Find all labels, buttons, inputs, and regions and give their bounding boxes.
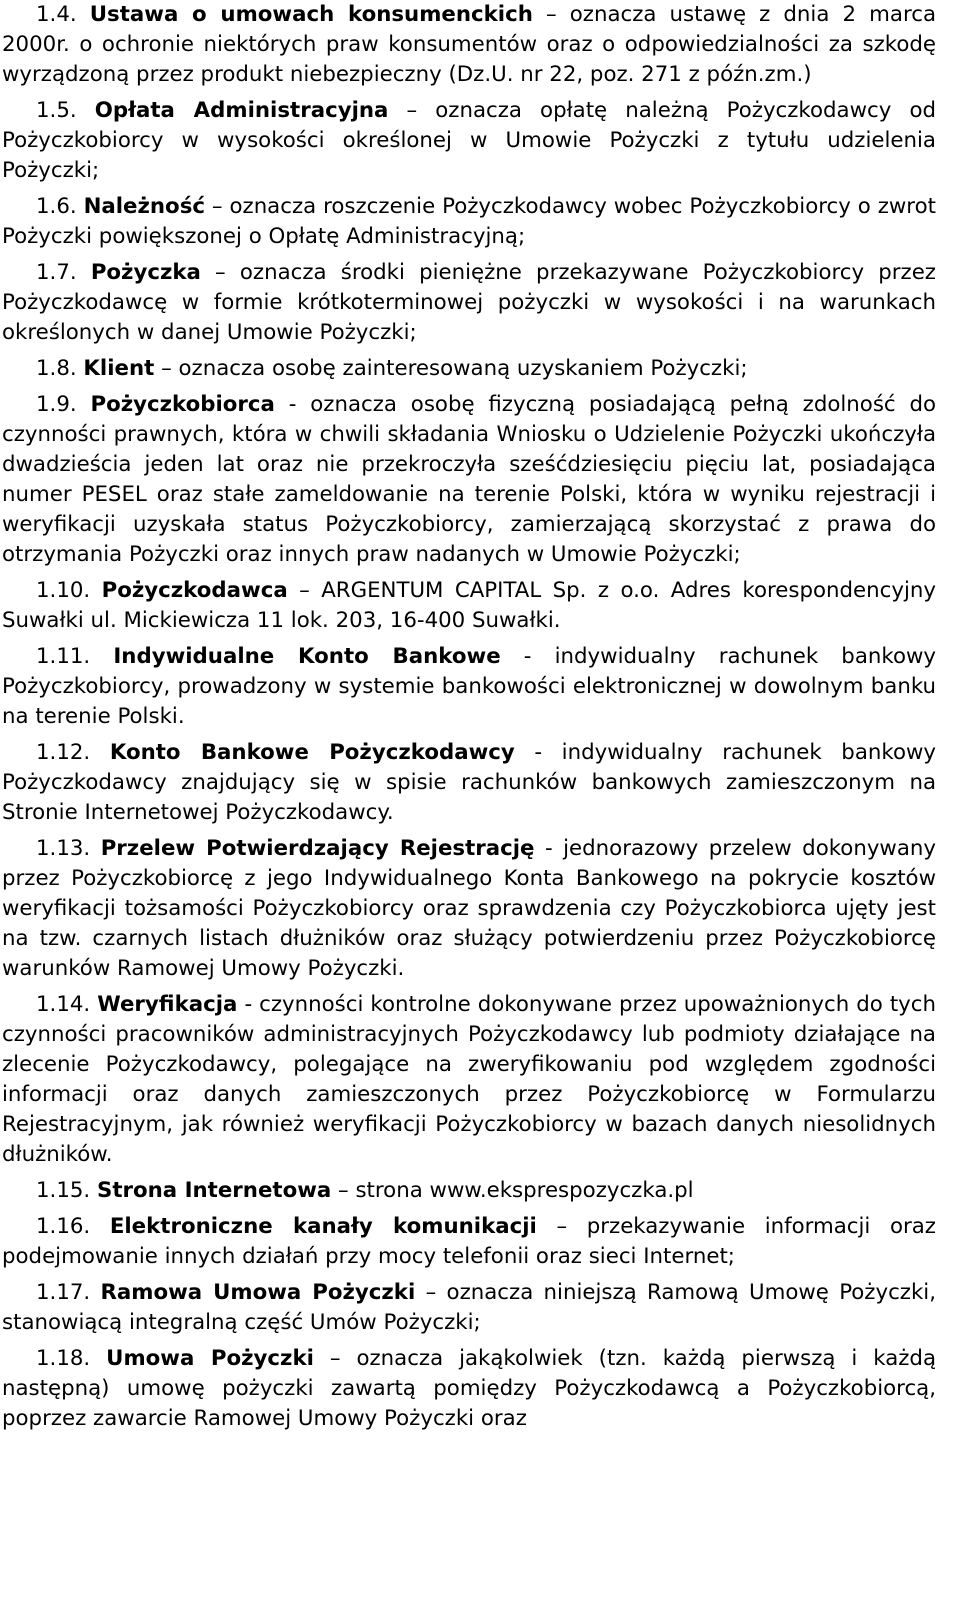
definition-1-13 <box>2 834 936 984</box>
definition-term: Ustawa o umowach konsumenckich <box>89 2 533 27</box>
definition-number: 1.16. <box>36 1214 91 1239</box>
definition-text: – oznacza osobę zainteresowaną uzyskaniem Pożyczki; <box>154 356 748 381</box>
definition-term: Elektroniczne kanały komunikacji <box>109 1214 537 1239</box>
definition-1-12 <box>2 738 936 828</box>
definition-term: Umowa Pożyczki <box>106 1346 314 1371</box>
definition-1-14 <box>2 990 936 1170</box>
definition-number: 1.13. <box>36 836 91 861</box>
definition-number: 1.17. <box>36 1280 91 1305</box>
definition-number: 1.14. <box>36 992 91 1017</box>
definition-number: 1.15. <box>36 1178 91 1203</box>
definition-number: 1.11. <box>36 644 91 669</box>
definition-1-4 <box>2 0 936 90</box>
definition-term: Klient <box>83 356 155 381</box>
definition-1-9 <box>2 390 936 570</box>
definition-text: - oznacza osobę fizyczną posiadającą pełną zdolność do czynności prawnych, która w chwili składania Wniosku o Udzielenie Pożyczki ukończyła dwadzieścia jeden lat oraz nie przekroczyła sześćdziesięciu pięciu lat, posiadająca numer PESEL oraz stałe zameldowanie na terenie Polski, która w wyniku rejestracji i weryfikacji uzyskała status Pożyczkobiorcy, zamierzającą skorzystać z prawa do otrzymania Pożyczki oraz innych praw nadanych w Umowie Pożyczki; <box>2 392 936 567</box>
definition-1-18 <box>2 1344 936 1434</box>
definition-number: 1.18. <box>36 1346 91 1371</box>
definition-term: Należność <box>83 194 205 219</box>
definition-1-8 <box>2 354 936 384</box>
definition-text: - jednorazowy przelew dokonywany przez Pożyczkobiorcę z jego Indywidualnego Konta Bankowego na pokrycie kosztów weryfikacji tożsamości Pożyczkobiorcy oraz sprawdzenia czy Pożyczkobiorca ujęty jest na tzw. czarnych listach dłużników oraz służący potwierdzeniu przez Pożyczkobiorcę warunków Ramowej Umowy Pożyczki. <box>2 836 937 981</box>
definition-number: 1.4. <box>36 2 77 27</box>
definition-1-11 <box>2 642 936 732</box>
definition-text: - czynności kontrolne dokonywane przez upoważnionych do tych czynności pracowników administracyjnych Pożyczkodawcy lub podmioty działające na zlecenie Pożyczkodawcy, polegające na zweryfikowaniu pod względem zgodności informacji oraz danych zamieszczonych przez Pożyczkobiorcę w Formularzu Rejestracyjnym, jak również weryfikacji Pożyczkobiorcy w bazach danych niesolidnych dłużników. <box>2 992 936 1167</box>
definition-text: – oznacza niniejszą Ramową Umowę Pożyczki, stanowiącą integralną część Umów Pożyczki; <box>2 1280 936 1335</box>
definition-term: Indywidualne Konto Bankowe <box>113 644 501 669</box>
definition-number: 1.7. <box>36 260 77 285</box>
definition-term: Pożyczkobiorca <box>90 392 275 417</box>
definition-text: – oznacza środki pieniężne przekazywane Pożyczkobiorcy przez Pożyczkodawcę w formie krótkoterminowej pożyczki w wysokości i na warunkach określonych w danej Umowie Pożyczki; <box>2 260 936 345</box>
definition-text: – strona www.eksprespozyczka.pl <box>331 1178 694 1203</box>
definition-term: Weryfikacja <box>97 992 238 1017</box>
definition-term: Strona Internetowa <box>96 1178 332 1203</box>
definition-term: Ramowa Umowa Pożyczki <box>100 1280 416 1305</box>
definition-number: 1.6. <box>36 194 77 219</box>
definition-1-5 <box>2 96 936 186</box>
definition-number: 1.5. <box>36 98 77 123</box>
definition-1-6 <box>2 192 936 252</box>
document-page <box>2 0 936 1440</box>
definition-term: Pożyczka <box>90 260 201 285</box>
definition-text: – przekazywanie informacji oraz podejmowanie innych działań przy mocy telefonii oraz sieci Internet; <box>2 1214 936 1269</box>
definition-number: 1.12. <box>36 740 91 765</box>
definition-term: Opłata Administracyjna <box>94 98 389 123</box>
definition-number: 1.9. <box>36 392 77 417</box>
definition-text: – oznacza ustawę z dnia 2 marca 2000r. o ochronie niektórych praw konsumentów oraz o odpowiedzialności za szkodę wyrządzoną przez produkt niebezpieczny (Dz.U. nr 22, poz. 271 z późn.zm.) <box>2 2 936 87</box>
definition-1-16 <box>2 1212 936 1272</box>
definition-term: Przelew Potwierdzający Rejestrację <box>100 836 535 861</box>
definition-1-15 <box>2 1176 936 1206</box>
definition-text: – ARGENTUM CAPITAL Sp. z o.o. Adres korespondencyjny Suwałki ul. Mickiewicza 11 lok. 203, 16-400 Suwałki. <box>2 578 936 633</box>
definition-1-17 <box>2 1278 936 1338</box>
definition-text: – oznacza roszczenie Pożyczkodawcy wobec Pożyczkobiorcy o zwrot Pożyczki powiększonej o Opłatę Administracyjną; <box>2 194 936 249</box>
definition-term: Konto Bankowe Pożyczkodawcy <box>109 740 515 765</box>
definition-number: 1.10. <box>36 578 91 603</box>
definition-text: – oznacza opłatę należną Pożyczkodawcy od Pożyczkobiorcy w wysokości określonej w Umowie Pożyczki z tytułu udzielenia Pożyczki; <box>2 98 936 183</box>
definition-term: Pożyczkodawca <box>101 578 288 603</box>
definition-number: 1.8. <box>36 356 77 381</box>
definition-text: – oznacza jakąkolwiek (tzn. każdą pierwszą i każdą następną) umowę pożyczki zawartą pomiędzy Pożyczkodawcą a Pożyczkobiorcą, poprzez zawarcie Ramowej Umowy Pożyczki oraz <box>2 1346 936 1431</box>
definition-text: - indywidualny rachunek bankowy Pożyczkobiorcy, prowadzony w systemie bankowości elektronicznej w dowolnym banku na terenie Polski. <box>2 644 937 729</box>
definition-1-10 <box>2 576 936 636</box>
definition-1-7 <box>2 258 936 348</box>
definition-text: - indywidualny rachunek bankowy Pożyczkodawcy znajdujący się w spisie rachunków bankowych zamieszczonym na Stronie Internetowej Pożyczkodawcy. <box>2 740 936 825</box>
